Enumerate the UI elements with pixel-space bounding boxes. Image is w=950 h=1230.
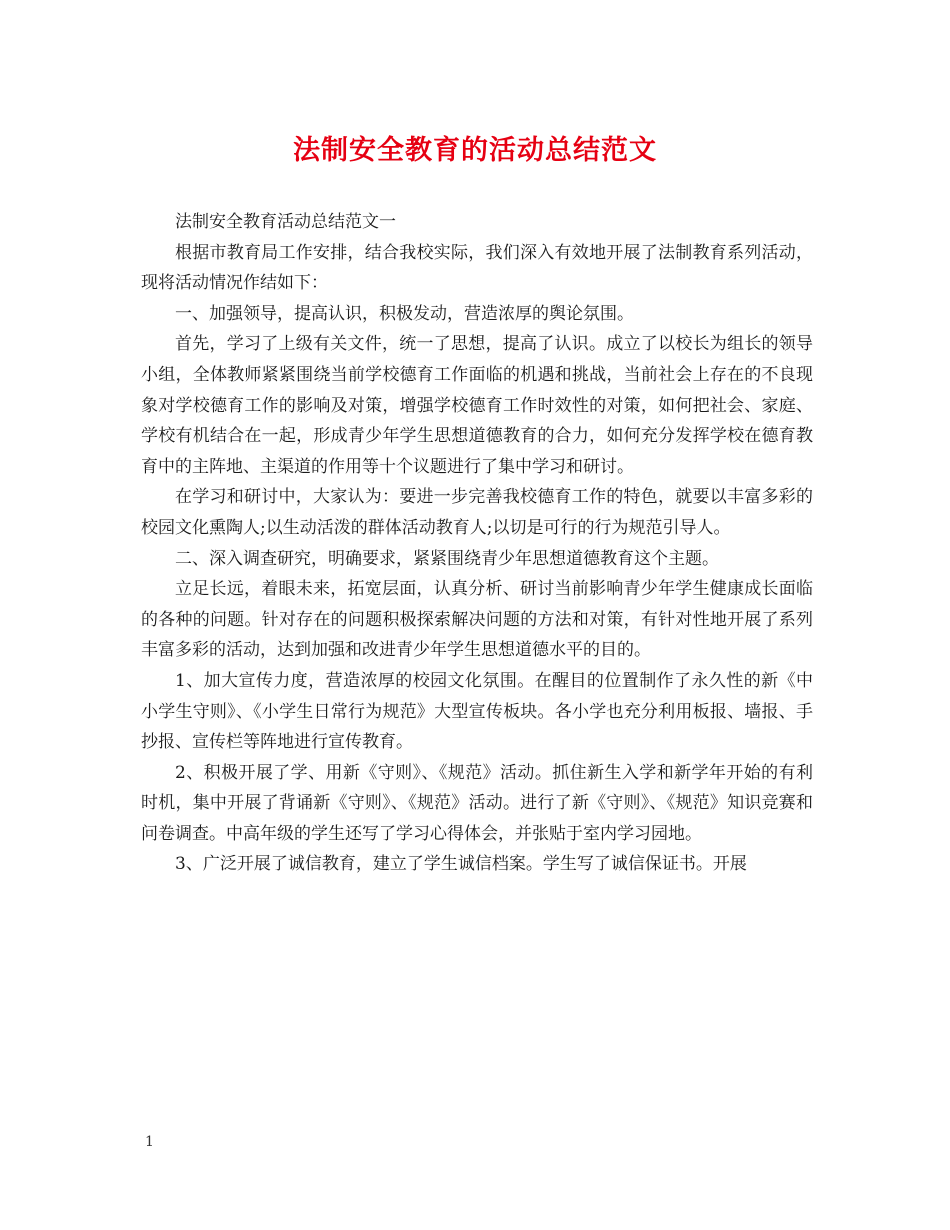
paragraph-heading-1: 一、加强领导，提高认识，积极发动，营造浓厚的舆论氛围。 — [175, 303, 634, 324]
document-title: 法制安全教育的活动总结范文 — [293, 135, 657, 166]
paragraph-item-1: 1、加大宣传力度，营造浓厚的校园文化氛围。在醒目的位置制作了永久性的新《中小学生守则》、《小学生日常行为规范》大型宣传板块。各小学也充分利用板报、墙报、手抄报、宣传栏等阵地进行宣传教育。 — [141, 670, 813, 753]
paragraph-body: 立足长远，着眼未来，拓宽层面，认真分析、研讨当前影响青少年学生健康成长面临的各种的问题。针对存在的问题积极探索解决问题的方法和对策，有针对性地开展了系列丰富多彩的活动，达到加强和改进青少年学生思想道德水平的目的。 — [141, 579, 813, 661]
paragraph-heading-2: 二、深入调查研究，明确要求，紧紧围绕青少年思想道德教育这个主题。 — [175, 548, 719, 569]
paragraph-item-3: 3、广泛开展了诚信教育，建立了学生诚信档案。学生写了诚信保证书。开展 — [175, 854, 747, 875]
paragraph-body: 首先，学习了上级有关文件，统一了思想，提高了认识。成立了以校长为组长的领导小组，全体教师紧紧围绕当前学校德育工作面临的机遇和挑战，当前社会上存在的不良现象对学校德育工作的影响及对策，增强学校德育工作时效性的对策，如何把社会、家庭、学校有机结合在一起，形成青少年学生思想道德教育的合力，如何充分发挥学校在德育教育中的主阵地、主渠道的作用等十个议题进行了集中学习和研讨。 — [141, 334, 813, 477]
document-body — [141, 207, 813, 880]
paragraph-item-2: 2、积极开展了学、用新《守则》、《规范》活动。抓住新生入学和新学年开始的有利时机，集中开展了背诵新《守则》、《规范》活动。进行了新《守则》、《规范》知识竞赛和问卷调查。中高年级的学生还写了学习心得体会，并张贴于室内学习园地。 — [141, 762, 813, 844]
page-number: 1 — [145, 1134, 154, 1150]
paragraph-subtitle: 法制安全教育活动总结范文一 — [175, 212, 396, 232]
paragraph-intro: 根据市教育局工作安排，结合我校实际，我们深入有效地开展了法制教育系列活动，现将活动情况作结如下： — [141, 242, 813, 294]
paragraph-body: 在学习和研讨中，大家认为：要进一步完善我校德育工作的特色，就要以丰富多彩的校园文化熏陶人;以生动活泼的群体活动教育人;以切是可行的行为规范引导人。 — [141, 487, 813, 538]
